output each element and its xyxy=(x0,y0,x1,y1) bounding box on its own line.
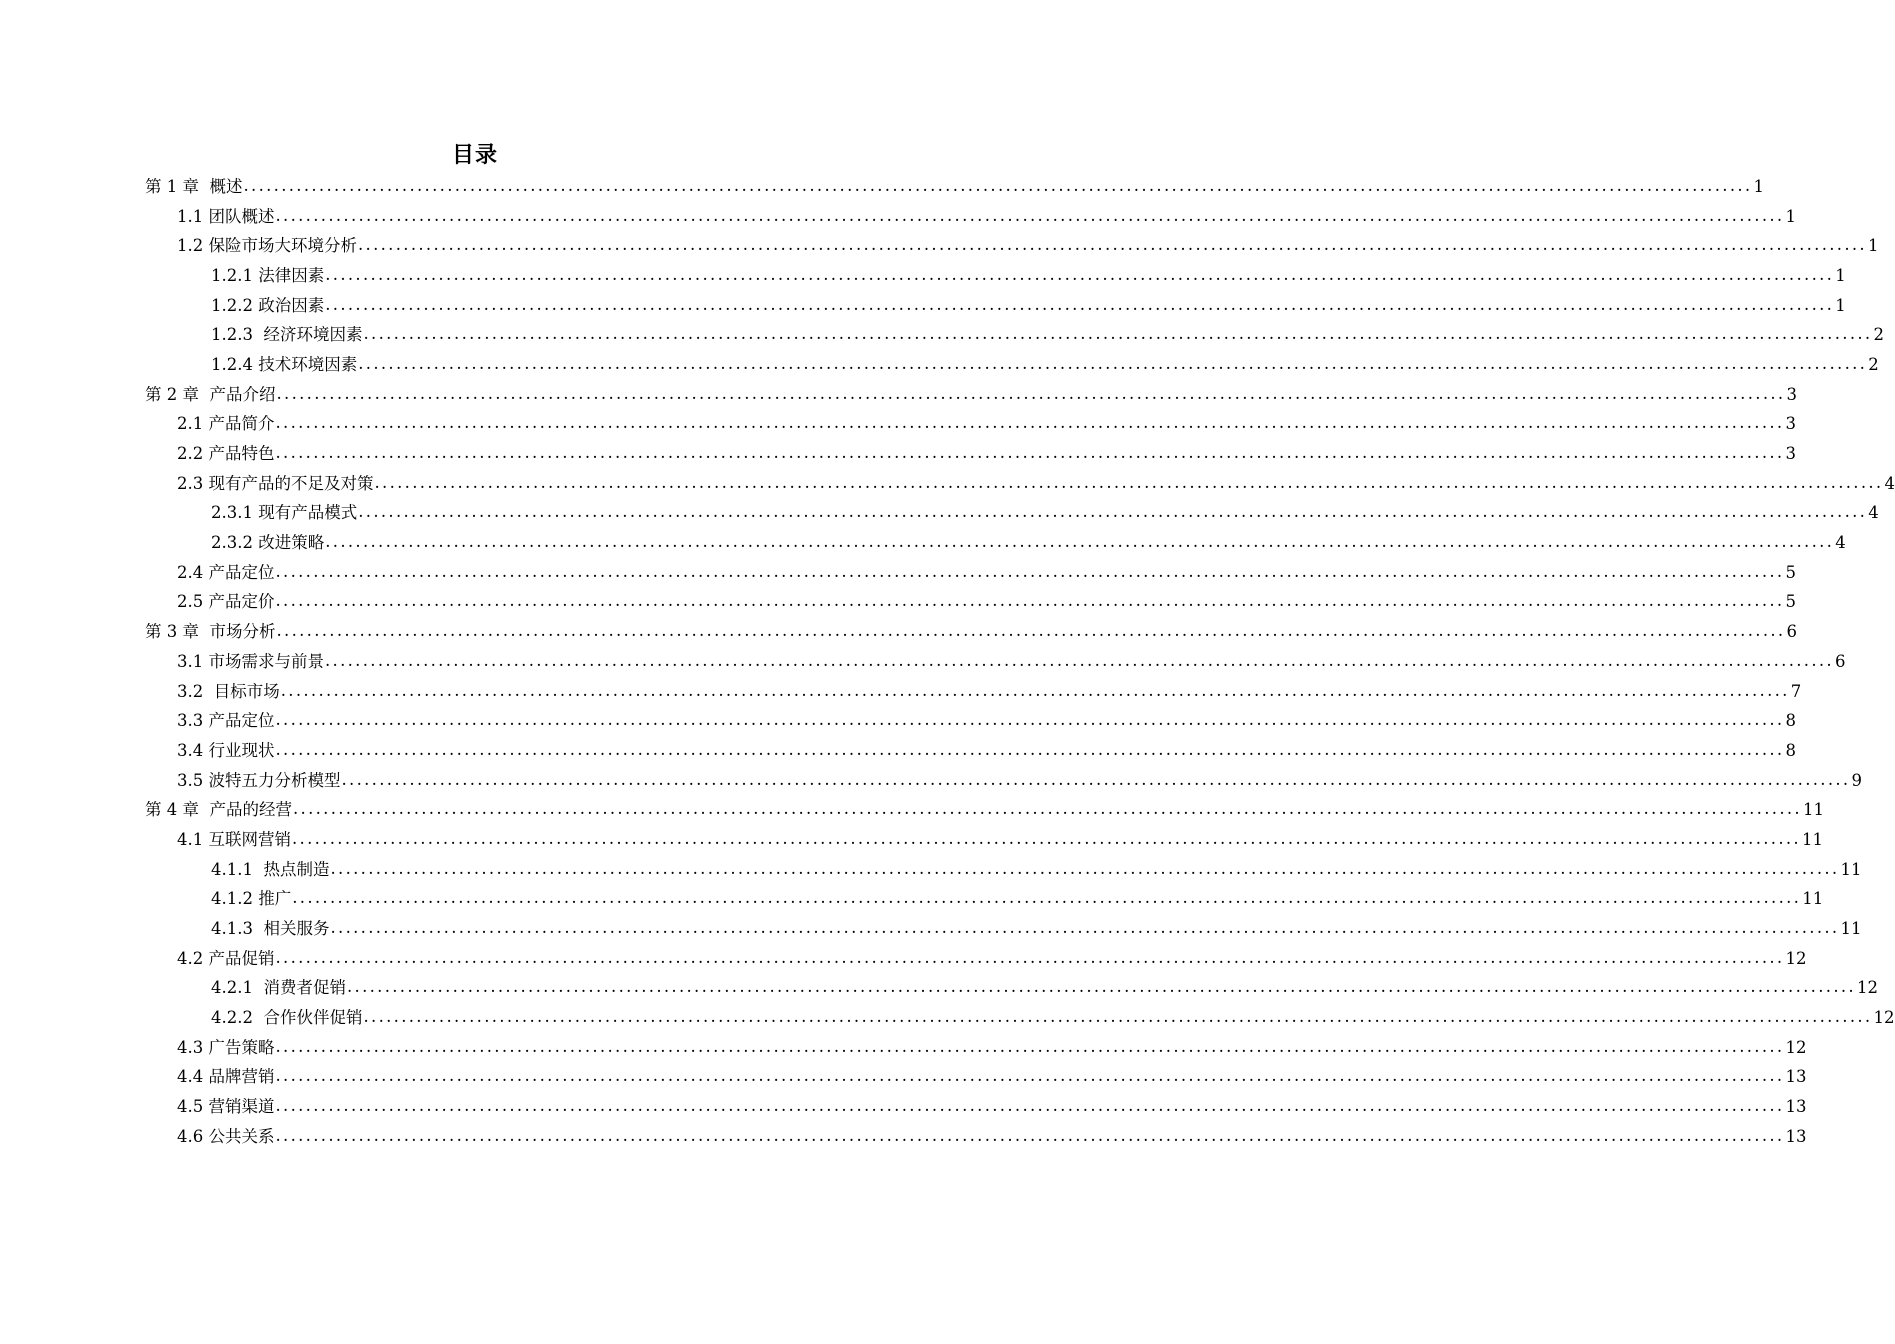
toc-entry[interactable] xyxy=(177,706,1796,736)
toc-entry-page-number: 4 xyxy=(1884,473,1895,493)
dot-leader: ........................................................................................................................................................................................................ xyxy=(325,264,1835,284)
toc-entry[interactable] xyxy=(211,974,1878,1004)
toc-entry-label: 3.4 行业现状 xyxy=(177,740,275,760)
dot-leader: ........................................................................................................................................................................................................ xyxy=(358,353,1868,373)
dot-leader: ........................................................................................................................................................................................................ xyxy=(275,710,1785,730)
toc-entry-page-number: 5 xyxy=(1785,592,1796,612)
toc-entry-label: 4.4 品牌营销 xyxy=(177,1067,275,1087)
dot-leader: ........................................................................................................................................................................................................ xyxy=(358,502,1868,522)
toc-entry-label: 3.2 目标市场 xyxy=(177,681,280,701)
toc-entry-page-number: 12 xyxy=(1856,978,1878,998)
toc-entry-page-number: 3 xyxy=(1786,384,1797,404)
toc-entry[interactable] xyxy=(145,380,1797,410)
toc-entry-label: 4.2.2 合作伙伴促销 xyxy=(211,1008,363,1028)
toc-entry[interactable] xyxy=(177,1122,1807,1152)
toc-entry[interactable] xyxy=(211,350,1879,380)
toc-entry[interactable] xyxy=(211,855,1862,885)
dot-leader: ........................................................................................................................................................................................................ xyxy=(275,561,1785,581)
dot-leader: ........................................................................................................................................................................................................ xyxy=(358,235,1867,255)
toc-entry-label: 4.1 互联网营销 xyxy=(177,829,291,849)
dot-leader: ........................................................................................................................................................................................................ xyxy=(275,1125,1785,1145)
toc-entry[interactable] xyxy=(145,795,1824,825)
toc-entry-label: 2.3 现有产品的不足及对策 xyxy=(177,473,374,493)
toc-entry-label: 3.5 波特五力分析模型 xyxy=(177,770,341,790)
dot-leader: ........................................................................................................................................................................................................ xyxy=(243,175,1753,195)
dot-leader: ........................................................................................................................................................................................................ xyxy=(276,383,1786,403)
dot-leader: ........................................................................................................................................................................................................ xyxy=(275,1096,1785,1116)
toc-entry-page-number: 11 xyxy=(1802,889,1824,909)
toc-entry[interactable] xyxy=(177,825,1823,855)
toc-entry-page-number: 4 xyxy=(1868,503,1879,523)
toc-entry-page-number: 13 xyxy=(1785,1067,1807,1087)
dot-leader: ........................................................................................................................................................................................................ xyxy=(330,918,1840,938)
dot-leader: ........................................................................................................................................................................................................ xyxy=(292,888,1802,908)
toc-entry-page-number: 1 xyxy=(1785,206,1796,226)
toc-entry[interactable] xyxy=(177,588,1796,618)
toc-entry-label: 2.3.2 改进策略 xyxy=(211,533,325,553)
toc-entry-label: 4.5 营销渠道 xyxy=(177,1097,275,1117)
toc-entry-page-number: 1 xyxy=(1753,176,1764,196)
dot-leader: ........................................................................................................................................................................................................ xyxy=(374,472,1884,492)
toc-entry[interactable] xyxy=(177,558,1796,588)
toc-entry-label: 3.1 市场需求与前景 xyxy=(177,651,324,671)
toc-entry-page-number: 3 xyxy=(1785,444,1796,464)
dot-leader: ........................................................................................................................................................................................................ xyxy=(330,858,1840,878)
toc-entry-page-number: 12 xyxy=(1785,948,1807,968)
toc-entry[interactable] xyxy=(211,914,1862,944)
toc-entry[interactable] xyxy=(177,766,1862,796)
dot-leader: ........................................................................................................................................................................................................ xyxy=(363,324,1873,344)
toc-entry[interactable] xyxy=(177,736,1796,766)
toc-entry-label: 2.3.1 现有产品模式 xyxy=(211,503,358,523)
toc-entry-label: 第 1 章 概述 xyxy=(145,176,243,196)
toc-entry[interactable] xyxy=(211,320,1884,350)
toc-entry-page-number: 13 xyxy=(1785,1126,1807,1146)
toc-entry-page-number: 2 xyxy=(1873,325,1884,345)
toc-entry[interactable] xyxy=(177,202,1796,232)
toc-entry[interactable] xyxy=(211,1003,1895,1033)
toc-entry-label: 4.1.1 热点制造 xyxy=(211,859,330,879)
toc-entry-label: 4.2.1 消费者促销 xyxy=(211,978,346,998)
toc-entry[interactable] xyxy=(177,1092,1807,1122)
dot-leader: ........................................................................................................................................................................................................ xyxy=(325,294,1835,314)
toc-entry-page-number: 6 xyxy=(1786,622,1797,642)
dot-leader: ........................................................................................................................................................................................................ xyxy=(325,650,1834,670)
toc-entry-label: 1.2.3 经济环境因素 xyxy=(211,325,363,345)
toc-entry-label: 1.2 保险市场大环境分析 xyxy=(177,236,357,256)
toc-entry-page-number: 2 xyxy=(1868,354,1879,374)
dot-leader: ........................................................................................................................................................................................................ xyxy=(275,413,1785,433)
toc-entry-page-number: 6 xyxy=(1834,651,1846,671)
toc-entry-page-number: 12 xyxy=(1873,1008,1895,1028)
dot-leader: ........................................................................................................................................................................................................ xyxy=(275,591,1785,611)
toc-entry-page-number: 11 xyxy=(1840,919,1862,939)
toc-entry-label: 4.1.3 相关服务 xyxy=(211,919,330,939)
toc-entry-label: 3.3 产品定位 xyxy=(177,711,275,731)
toc-entry[interactable] xyxy=(177,647,1846,677)
toc-entry-page-number: 13 xyxy=(1785,1097,1807,1117)
toc-entry[interactable] xyxy=(211,291,1846,321)
toc-title: 目录 xyxy=(451,143,498,168)
toc-entry[interactable] xyxy=(177,1063,1807,1093)
toc-entry-page-number: 11 xyxy=(1802,800,1824,820)
dot-leader: ........................................................................................................................................................................................................ xyxy=(275,1066,1785,1086)
dot-leader: ........................................................................................................................................................................................................ xyxy=(292,828,1801,848)
toc-entry-page-number: 1 xyxy=(1867,236,1879,256)
toc-entry[interactable] xyxy=(177,439,1796,469)
dot-leader: ........................................................................................................................................................................................................ xyxy=(280,680,1790,700)
toc-entry-page-number: 3 xyxy=(1785,414,1796,434)
toc-entry-page-number: 8 xyxy=(1785,711,1796,731)
toc-entry-page-number: 11 xyxy=(1840,859,1862,879)
toc-entry-page-number: 5 xyxy=(1785,562,1796,582)
toc-entry-label: 第 4 章 产品的经营 xyxy=(145,800,292,820)
toc-entry-label: 2.2 产品特色 xyxy=(177,444,275,464)
toc-entry[interactable] xyxy=(177,410,1796,440)
toc-entry-label: 1.2.4 技术环境因素 xyxy=(211,354,358,374)
dot-leader: ........................................................................................................................................................................................................ xyxy=(346,977,1856,997)
toc-entry-label: 2.4 产品定位 xyxy=(177,562,275,582)
toc-entry-label: 4.1.2 推广 xyxy=(211,889,292,909)
toc-entry-label: 1.2.1 法律因素 xyxy=(211,265,325,285)
toc-entry[interactable] xyxy=(145,617,1797,647)
toc-entry[interactable] xyxy=(177,944,1807,974)
toc-entry[interactable] xyxy=(177,231,1879,261)
toc-entry[interactable] xyxy=(177,1033,1807,1063)
toc-entry-label: 第 3 章 市场分析 xyxy=(145,622,276,642)
toc-entry-label: 1.2.2 政治因素 xyxy=(211,295,325,315)
toc-entry[interactable] xyxy=(211,261,1846,291)
toc-entry-page-number: 12 xyxy=(1785,1037,1807,1057)
toc-entry-label: 4.3 广告策略 xyxy=(177,1037,275,1057)
toc-entry-page-number: 11 xyxy=(1801,829,1823,849)
toc-entry[interactable] xyxy=(211,885,1824,915)
toc-entry-page-number: 1 xyxy=(1835,265,1846,285)
dot-leader: ........................................................................................................................................................................................................ xyxy=(325,532,1835,552)
dot-leader: ........................................................................................................................................................................................................ xyxy=(276,621,1786,641)
toc-entry[interactable] xyxy=(145,172,1764,202)
toc-entry-page-number: 1 xyxy=(1835,295,1846,315)
dot-leader: ........................................................................................................................................................................................................ xyxy=(275,1036,1785,1056)
toc-entry-label: 2.1 产品简介 xyxy=(177,414,275,434)
dot-leader: ........................................................................................................................................................................................................ xyxy=(341,769,1851,789)
toc-entry-label: 4.2 产品促销 xyxy=(177,948,275,968)
dot-leader: ........................................................................................................................................................................................................ xyxy=(275,739,1785,759)
toc-entry[interactable] xyxy=(177,469,1895,499)
dot-leader: ........................................................................................................................................................................................................ xyxy=(275,947,1785,967)
toc-entry-page-number: 4 xyxy=(1835,533,1846,553)
toc-entry[interactable] xyxy=(211,528,1846,558)
toc-entry[interactable] xyxy=(211,499,1879,529)
toc-list xyxy=(0,172,1895,1152)
dot-leader: ........................................................................................................................................................................................................ xyxy=(292,799,1802,819)
toc-entry-page-number: 7 xyxy=(1790,681,1802,701)
toc-entry-label: 第 2 章 产品介绍 xyxy=(145,384,276,404)
dot-leader: ........................................................................................................................................................................................................ xyxy=(275,205,1785,225)
toc-entry-label: 2.5 产品定价 xyxy=(177,592,275,612)
toc-entry-page-number: 9 xyxy=(1851,770,1862,790)
toc-entry-page-number: 8 xyxy=(1785,740,1796,760)
toc-entry[interactable] xyxy=(177,677,1802,707)
toc-entry-label: 1.1 团队概述 xyxy=(177,206,275,226)
dot-leader: ........................................................................................................................................................................................................ xyxy=(363,1007,1873,1027)
dot-leader: ........................................................................................................................................................................................................ xyxy=(275,443,1785,463)
toc-entry-label: 4.6 公共关系 xyxy=(177,1126,275,1146)
